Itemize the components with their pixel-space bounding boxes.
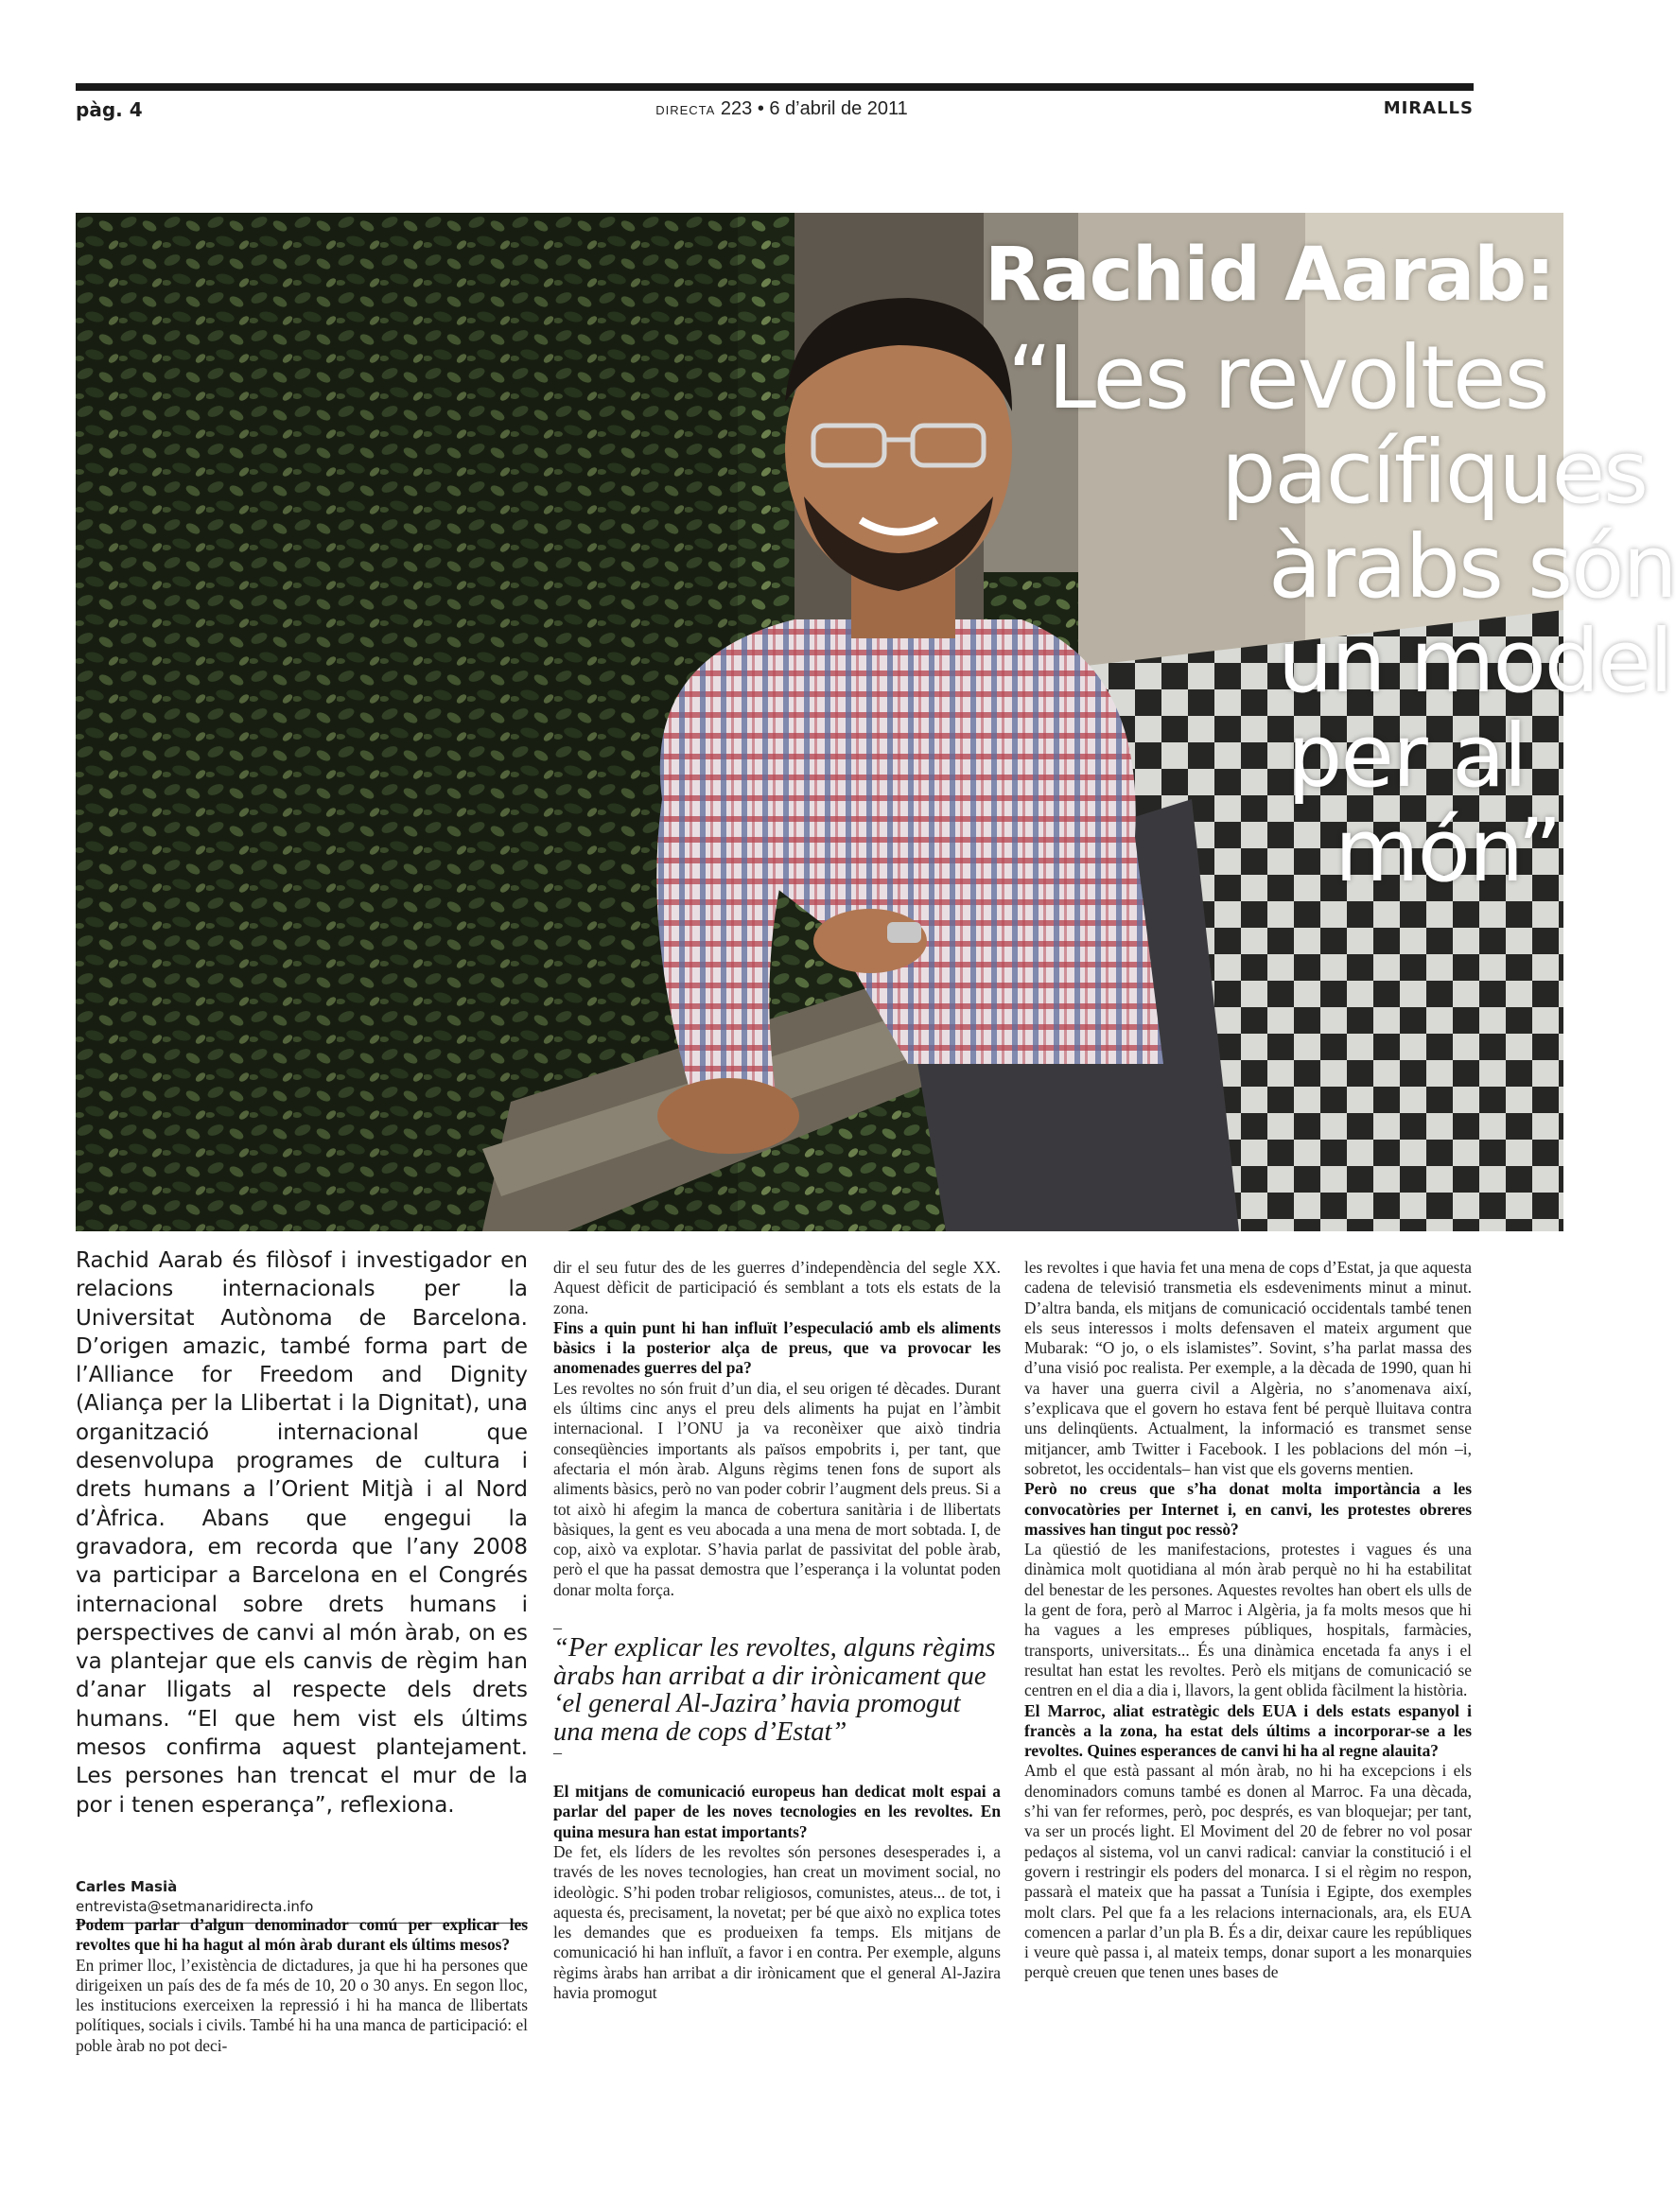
publication-name: DIRECTA	[655, 103, 716, 117]
pull-quote-text: “Per explicar les revoltes, alguns règims àrabs han arribat a dir irònicament que ‘el general Al-Jazira’ havia promogut una mena de cops d’Estat”	[553, 1633, 996, 1747]
headline-line: món”	[1335, 800, 1561, 901]
column-3	[1024, 1258, 1472, 1983]
issue-date: 223 • 6 d’abril de 2011	[720, 98, 908, 119]
headline-line: pacífiques	[1221, 422, 1648, 523]
issue-info	[0, 98, 1563, 120]
question: Podem parlar d’algun denominador comú per explicar les revoltes que hi ha hagut al món àrab durant els últims mesos?	[76, 1915, 528, 1955]
answer: les revoltes i que havia fet una mena de cops d’Estat, ja que aquesta cadena de televisió transmetia els esdeveniments minut a minut. D’altra banda, els mitjans de comunicació occidentals també tenen els seus interessos i molts defensaven el mateix argument que Mubarak: “O jo, o els islamistes”. Sovint, s’ha parlat massa des d’una visió poc realista. Per exemple, a la dècada de 1990, quan hi va haver una guerra civil a Algèria, no s’anomenava així, s’explicava que el govern ho estava fent bé perquè lluitava contra uns delinqüents. Actualment, la informació es transmet sense mitjancer, amb Twitter i Facebook. I les poblacions del món –i, sobretot, les occidentals– han vist que els governs mentien.	[1024, 1258, 1472, 1478]
column-1	[76, 1915, 528, 2056]
headline-line: un model	[1278, 611, 1672, 712]
column-2	[553, 1258, 1001, 2003]
answer: Amb el que està passant al món àrab, no hi ha excepcions i els denominadors comuns també es donen al Marroc. Fa una dècada, s’hi van fer reformes, però, poc després, es van bloquejar; per tant, va ser un procés light. El Moviment del 20 de febrer no vol posar pedaços al sistema, vol un canvi radical: canviar la constitució i el govern i restringir els poders del monarca. I si el règim no respon, passarà el mateix que ha passat a Tunísia i Egipte, dos exemples molt clars. Pel que fa a les relacions internacionals, ara, els EUA comencen a parlar d’un pla B. És a dir, deixar caure les repúbliques i veure què passa i, al mateix temps, donar suport a les monarquies perquè creuen que tenen unes bases de	[1024, 1761, 1472, 1982]
section-name: MIRALLS	[1383, 98, 1474, 118]
lead-paragraph: Rachid Aarab és filòsof i investigador en relacions internacionals per la Universitat Autònoma de Barcelona. D’origen amazic, també forma part de l’Alliance for Freedom and Dignity (Aliança per la Llibertat i la Dignitat), una organització internacional que desenvolupa programes de cultura i drets humans a l’Orient Mitjà i al Nord d’Àfrica. Abans que engegui la gravadora, em recorda que l’any 2008 va participar a Barcelona en el Congrés internacional sobre drets humans i perspectives de canvi al món àrab, on es va plantejar que els canvis de règim han d’anar lligats al respecte dels drets humans. “El que hem vist els últims mesos confirma aquest plantejament. Les persones han trencat el mur de la por i tenen esperança”, reflexiona.	[76, 1248, 528, 1818]
answer: De fet, els líders de les revoltes són persones desesperades i, a través de les noves tecnologies, han creat un moviment social, no ideològic. S’hi poden trobar religiosos, comunistes, ateus... de tot, i aquesta és, precisament, la novetat; per bé que això no explica totes les demandes que es produeixen fa temps. Els mitjans de comunicació hi han influït, a favor i en contra. Per exemple, alguns règims àrabs han arribat a dir irònicament que el general Al-Jazira havia promogut	[553, 1841, 1001, 2003]
pull-quote	[553, 1618, 1001, 1763]
author-name: Carles Masià	[76, 1878, 178, 1895]
question: El mitjans de comunicació europeus han dedicat molt espai a parlar del paper de les noves tecnologies en les revoltes. En quina mesura han estat importants?	[553, 1782, 1001, 1841]
answer: La qüestió de les manifestacions, protestes i vagues és una dinàmica molt quotidiana al món àrab perquè no hi ha estabilitat del benestar de les persones. Aquestes revoltes han obert els ulls de la gent de fora, però al Marroc i Algèria, ja fa molts mesos que hi ha vagues a les empreses públiques, hospitals, farmàcies, transports, universitats... És una dinàmica encetada fa anys i el resultat han estat les revoltes. Però els mitjans de comunicació se centren en el dia a dia i, llavors, la gent oblida fàcilment la història.	[1024, 1540, 1472, 1700]
pull-quote-dash: –	[553, 1743, 562, 1763]
author-email[interactable]: entrevista@setmanaridirecta.info	[76, 1898, 314, 1915]
top-rule	[76, 83, 1474, 91]
question: Fins a quin punt hi han influït l’especulació amb els aliments bàsics i la posterior alça de preus, que va provocar les anomenades guerres del pa?	[553, 1317, 1001, 1378]
headline-line: per al	[1287, 705, 1527, 807]
page-number: pàg. 4	[76, 98, 143, 121]
answer: En primer lloc, l’existència de dictadures, ja que hi ha persones que dirigeixen un país des de fa més de 10, 20 o 30 anys. En segon lloc, les institucions exerceixen la repressió i hi ha manca de llibertats polítiques, socials i civils. També hi ha una manca de participació: el poble àrab no pot deci-	[76, 1955, 529, 2055]
pull-quote-dash: –	[553, 1618, 562, 1638]
headline-name: Rachid Aarab:	[985, 233, 1555, 318]
answer: dir el seu futur des de les guerres d’independència del segle XX. Aquest dèficit de participació és semblant a tots els estats de la zona.	[553, 1258, 1001, 1317]
question: Però no creus que s’ha donat molta importància a les convocatòries per Internet i, en canvi, les protestes obreres massives han tingut poc ressò?	[1024, 1479, 1472, 1539]
headline-line: àrabs són	[1268, 516, 1676, 618]
headline-line: “Les revoltes	[1007, 327, 1548, 428]
question: El Marroc, aliat estratègic dels EUA i dels estats espanyol i francès a la zona, ha estat dels últims a incorporar-se a les revoltes. Quines esperances de canvi hi ha al regne alauita?	[1024, 1700, 1472, 1761]
answer: Les revoltes no són fruit d’un dia, el seu origen té dècades. Durant els últims cinc anys el preu dels aliments ha pujat en l’àmbit internacional. I l’ONU ja va reconèixer que això tindria conseqüències importants als països empobrits i, per tant, que afectaria el món àrab. Alguns règims tenen fons de suport als aliments bàsics, però no van poder cobrir l’augment dels preus. Si a tot això hi afegim la manca de cobertura sanitària i de llibertats bàsiques, la gent es veu abocada a una mena de mort sobtada. I, de cop, això va explotar. S’havia parlat de passivitat del poble àrab, però el que ha passat demostra que l’esperança i la voluntat poden donar molta força.	[553, 1378, 1001, 1599]
